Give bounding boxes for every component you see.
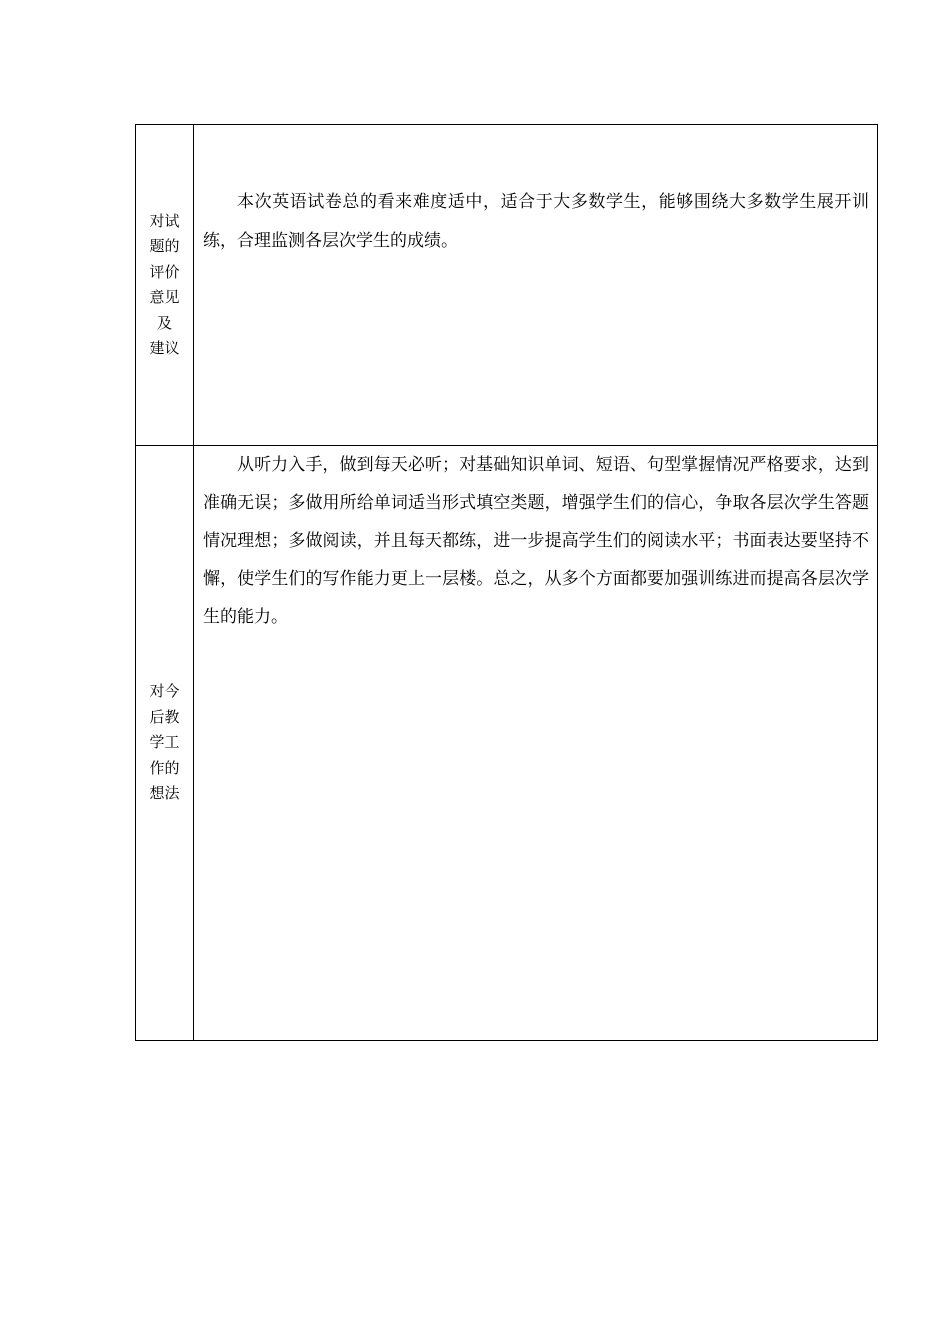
- row-content-cell: [194, 125, 878, 446]
- row-label-test-evaluation: 对试 题的 评价 意见 及 建议: [149, 211, 180, 357]
- table-row-test-evaluation: [136, 125, 878, 446]
- teaching-ideas-text: 从听力入手，做到每天必听；对基础知识单词、短语、句型掌握情况严格要求，达到准确无误；多做用所给单词适当形式填空类题，增强学生们的信心，争取各层次学生答题情况理想；多做阅读，并且每天都练，进一步提高学生们的阅读水平；书面表达要坚持不懈，使学生们的写作能力更上一层楼。总之，从多个方面都要加强训练进而提高各层次学生的能力。: [203, 455, 869, 627]
- row-label-cell: [136, 125, 194, 446]
- row-label-teaching-ideas: 对今 后教 学工 作的 想法: [149, 682, 180, 803]
- table-row-teaching-ideas: [136, 446, 878, 1041]
- row-label-cell: [136, 446, 194, 1041]
- test-evaluation-text: 本次英语试卷总的看来难度适中，适合于大多数学生，能够围绕大多数学生展开训练，合理监测各层次学生的成绩。: [203, 192, 869, 251]
- row-content-cell: [194, 446, 878, 1041]
- evaluation-form-table: [135, 124, 878, 1041]
